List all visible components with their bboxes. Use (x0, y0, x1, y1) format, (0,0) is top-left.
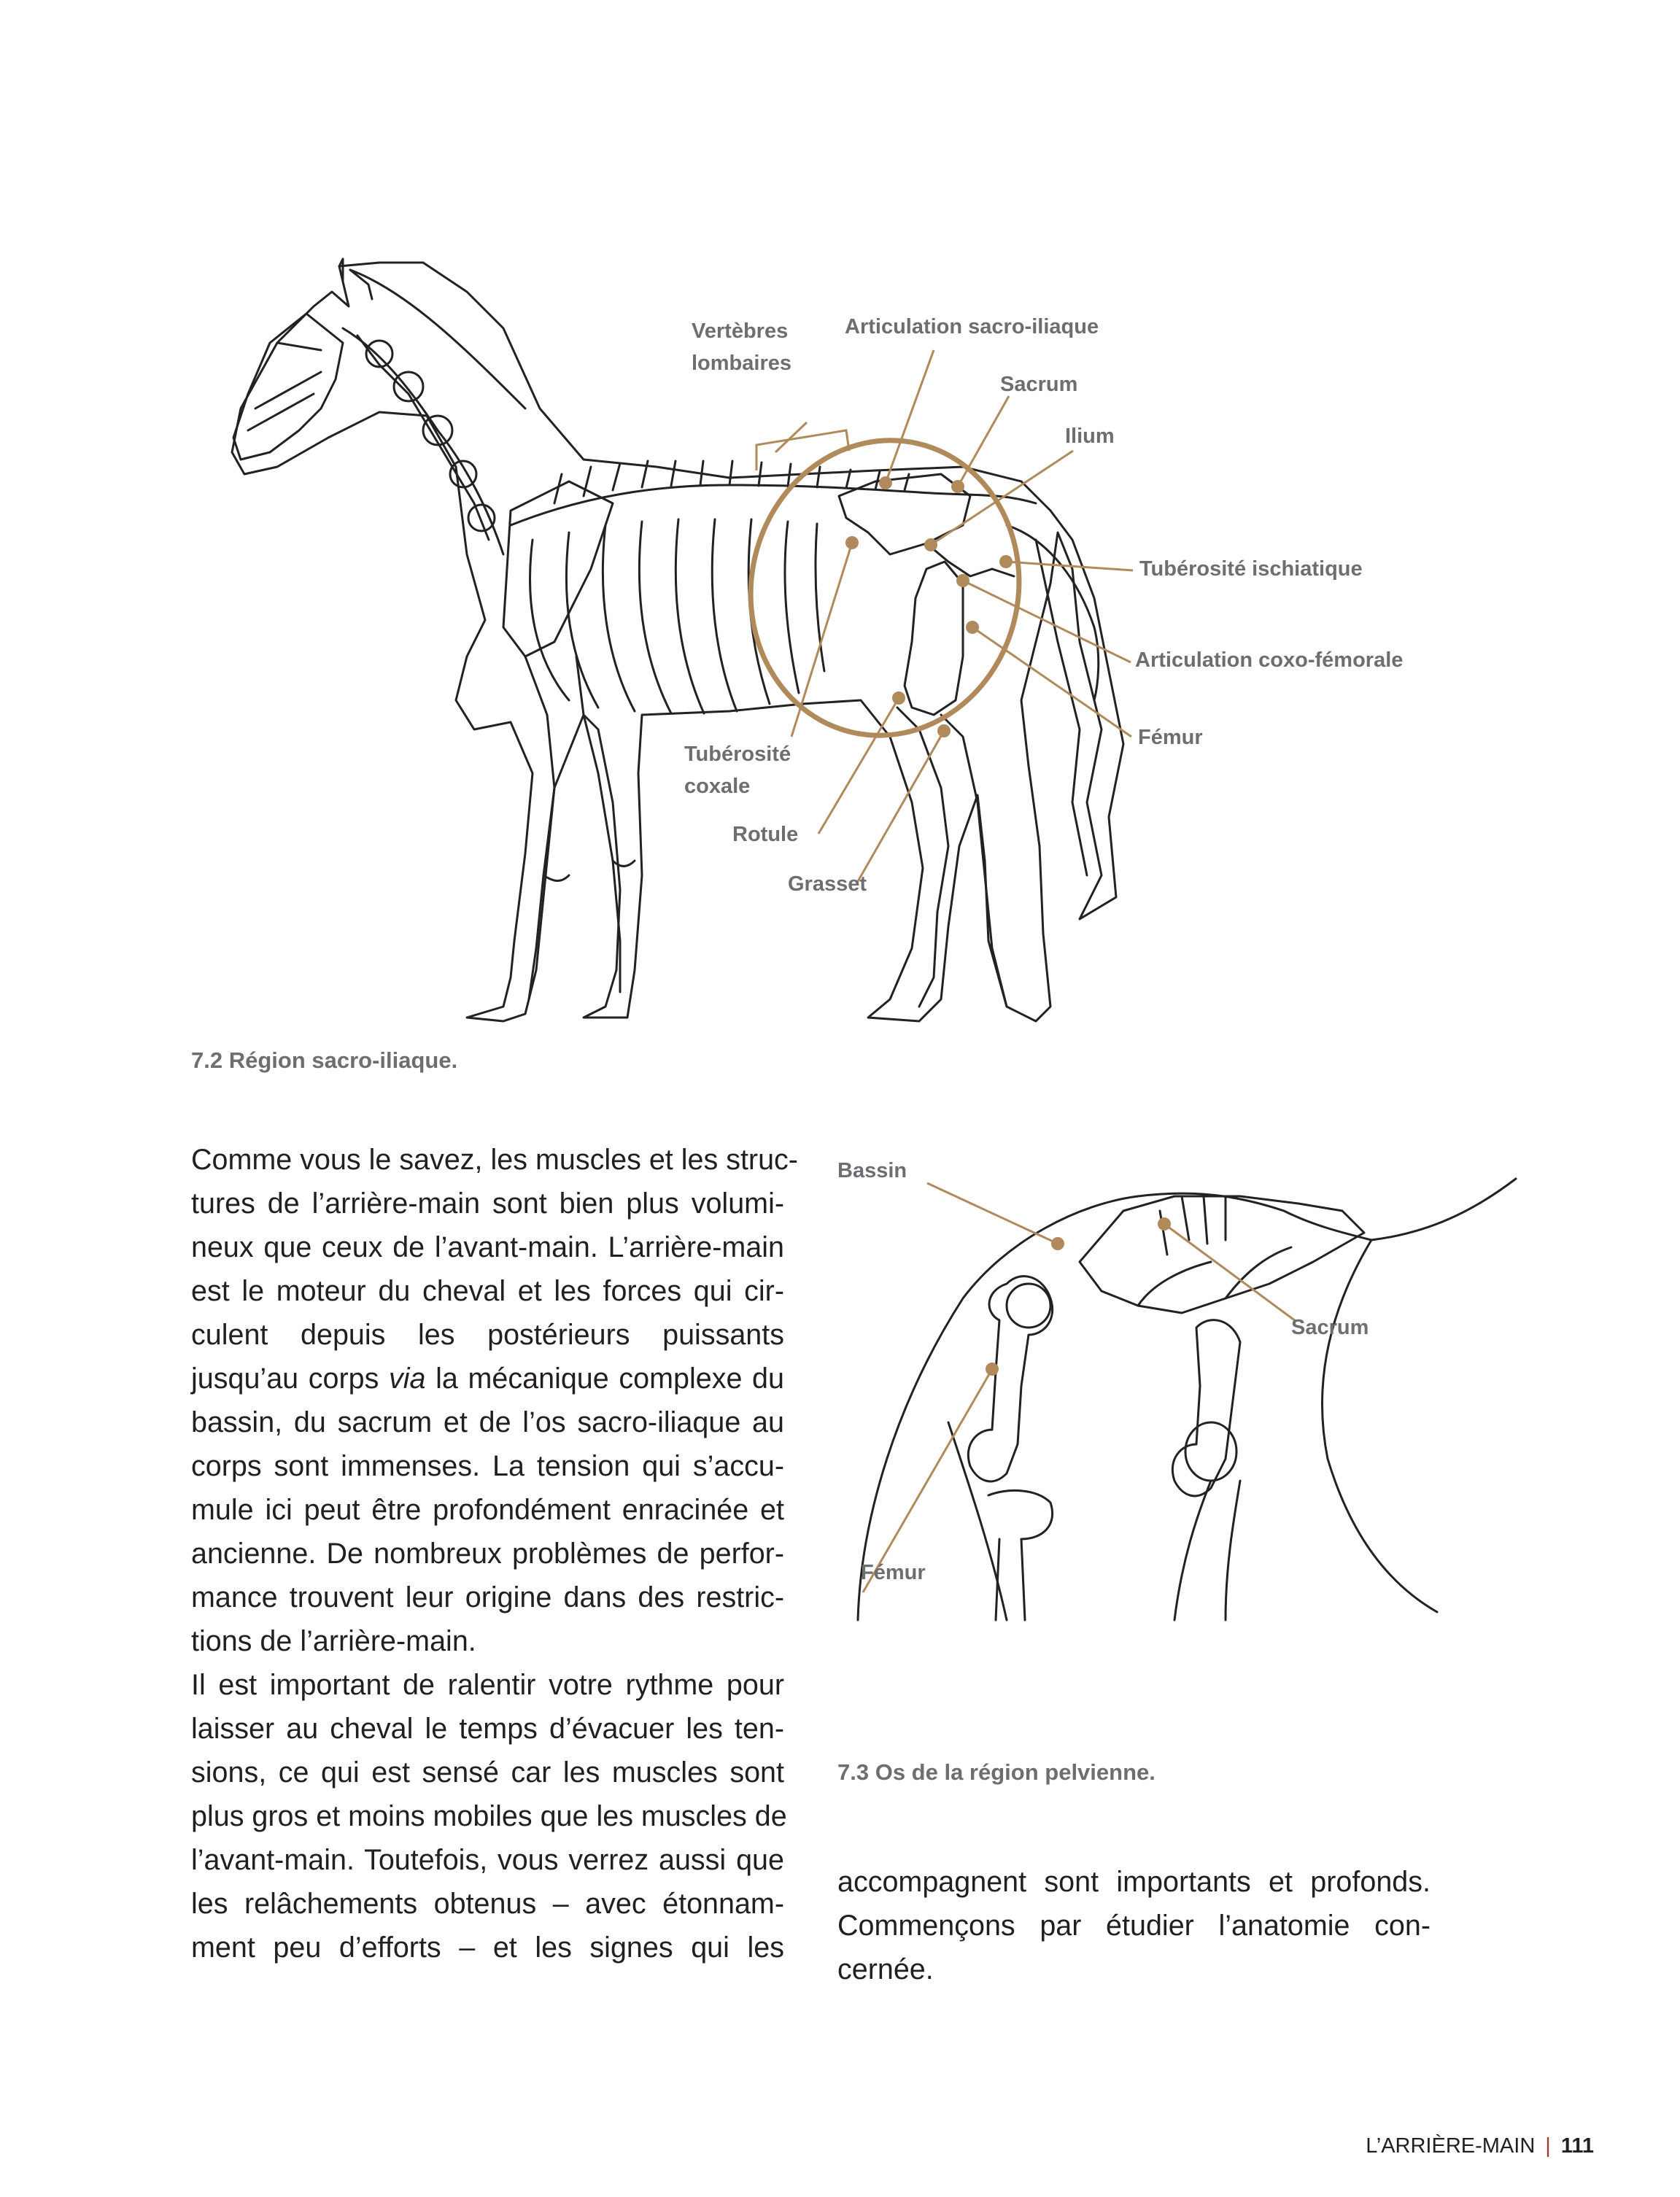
label-articulation-coxo-femorale: Articulation coxo-fémorale (1135, 648, 1404, 672)
label-grasset: Grasset (788, 872, 867, 896)
text-line: mule ici peut être profondément enracinée et (191, 1494, 784, 1526)
label-tuberosite-coxale-line1: Tubérosité (684, 743, 791, 766)
figure-7-3-caption: 7.3 Os de la région pelvienne. (837, 1759, 1156, 1785)
running-section-title: L’ARRIÈRE-MAIN (1366, 2134, 1536, 2158)
paragraph-1 (191, 1138, 798, 1663)
body-text-column-1 (191, 1138, 798, 1969)
text-line: l’avant-main. Toutefois, vous verrez aussi que (191, 1844, 784, 1876)
paragraph-2 (191, 1663, 787, 1969)
text-line: accompagnent sont importants et profonds. (837, 1866, 1431, 1898)
text-line: ment peu d’efforts – et les signes qui les (191, 1931, 784, 1964)
label-vertebres-line1: Vertèbres (692, 319, 789, 343)
label-bassin: Bassin (837, 1159, 907, 1182)
label-tuberosite-coxale-line2: coxale (684, 775, 751, 798)
body-text-column-2 (837, 1860, 1431, 1991)
text-line-with-italic (191, 1357, 784, 1400)
page-footer (1366, 2134, 1594, 2158)
text-line: est le moteur du cheval et les forces qui cir- (191, 1275, 784, 1307)
text-line: tions de l’arrière-main. (191, 1625, 476, 1657)
text-line: Commençons par étudier l’anatomie con- (837, 1910, 1431, 1942)
text-line: mance trouvent leur origine dans des restric- (191, 1581, 784, 1613)
text-line: tures de l’arrière-main sont bien plus volumi- (191, 1187, 784, 1220)
label-sacrum-pelvis: Sacrum (1291, 1316, 1369, 1339)
text-line: bassin, du sacrum et de l’os sacro-iliaque au (191, 1406, 784, 1438)
label-vertebres-line2: lombaires (692, 352, 791, 375)
label-femur-pelvis: Fémur (861, 1561, 926, 1584)
label-ilium: Ilium (1065, 425, 1115, 448)
text-line: culent depuis les postérieurs puissants (191, 1319, 784, 1351)
footer-separator: | (1545, 2134, 1551, 2158)
page-number: 111 (1560, 2134, 1594, 2158)
paragraph-3 (837, 1860, 1431, 1991)
figure-7-2-caption: 7.2 Région sacro-iliaque. (191, 1047, 458, 1073)
label-sacrum: Sacrum (1000, 373, 1078, 396)
text-line: Il est important de ralentir votre rythme pour (191, 1669, 784, 1701)
text-line: plus gros et moins mobiles que les muscles de (191, 1800, 787, 1832)
label-articulation-sacro-iliaque: Articulation sacro-iliaque (845, 315, 1099, 338)
text-line: sions, ce qui est sensé car les muscles sont (191, 1756, 784, 1789)
italic-word: via (389, 1363, 426, 1395)
label-rotule: Rotule (732, 823, 799, 846)
text-line: cernée. (837, 1953, 934, 1985)
text-line: neux que ceux de l’avant-main. L’arrière-main (191, 1231, 784, 1263)
label-tuberosite-ischiatique: Tubérosité ischiatique (1139, 557, 1363, 581)
label-femur: Fémur (1138, 726, 1203, 749)
text-line: ancienne. De nombreux problèmes de perfor- (191, 1538, 784, 1570)
text-line: Comme vous le savez, les muscles et les struc- (191, 1144, 798, 1176)
text-line: corps sont immenses. La tension qui s’accu- (191, 1450, 784, 1482)
text-run: la mécanique complexe du (425, 1363, 784, 1395)
text-line: laisser au cheval le temps d’évacuer les ten- (191, 1713, 784, 1745)
text-run: jusqu’au corps (191, 1363, 389, 1395)
text-line: les relâchements obtenus – avec étonnam- (191, 1888, 784, 1920)
